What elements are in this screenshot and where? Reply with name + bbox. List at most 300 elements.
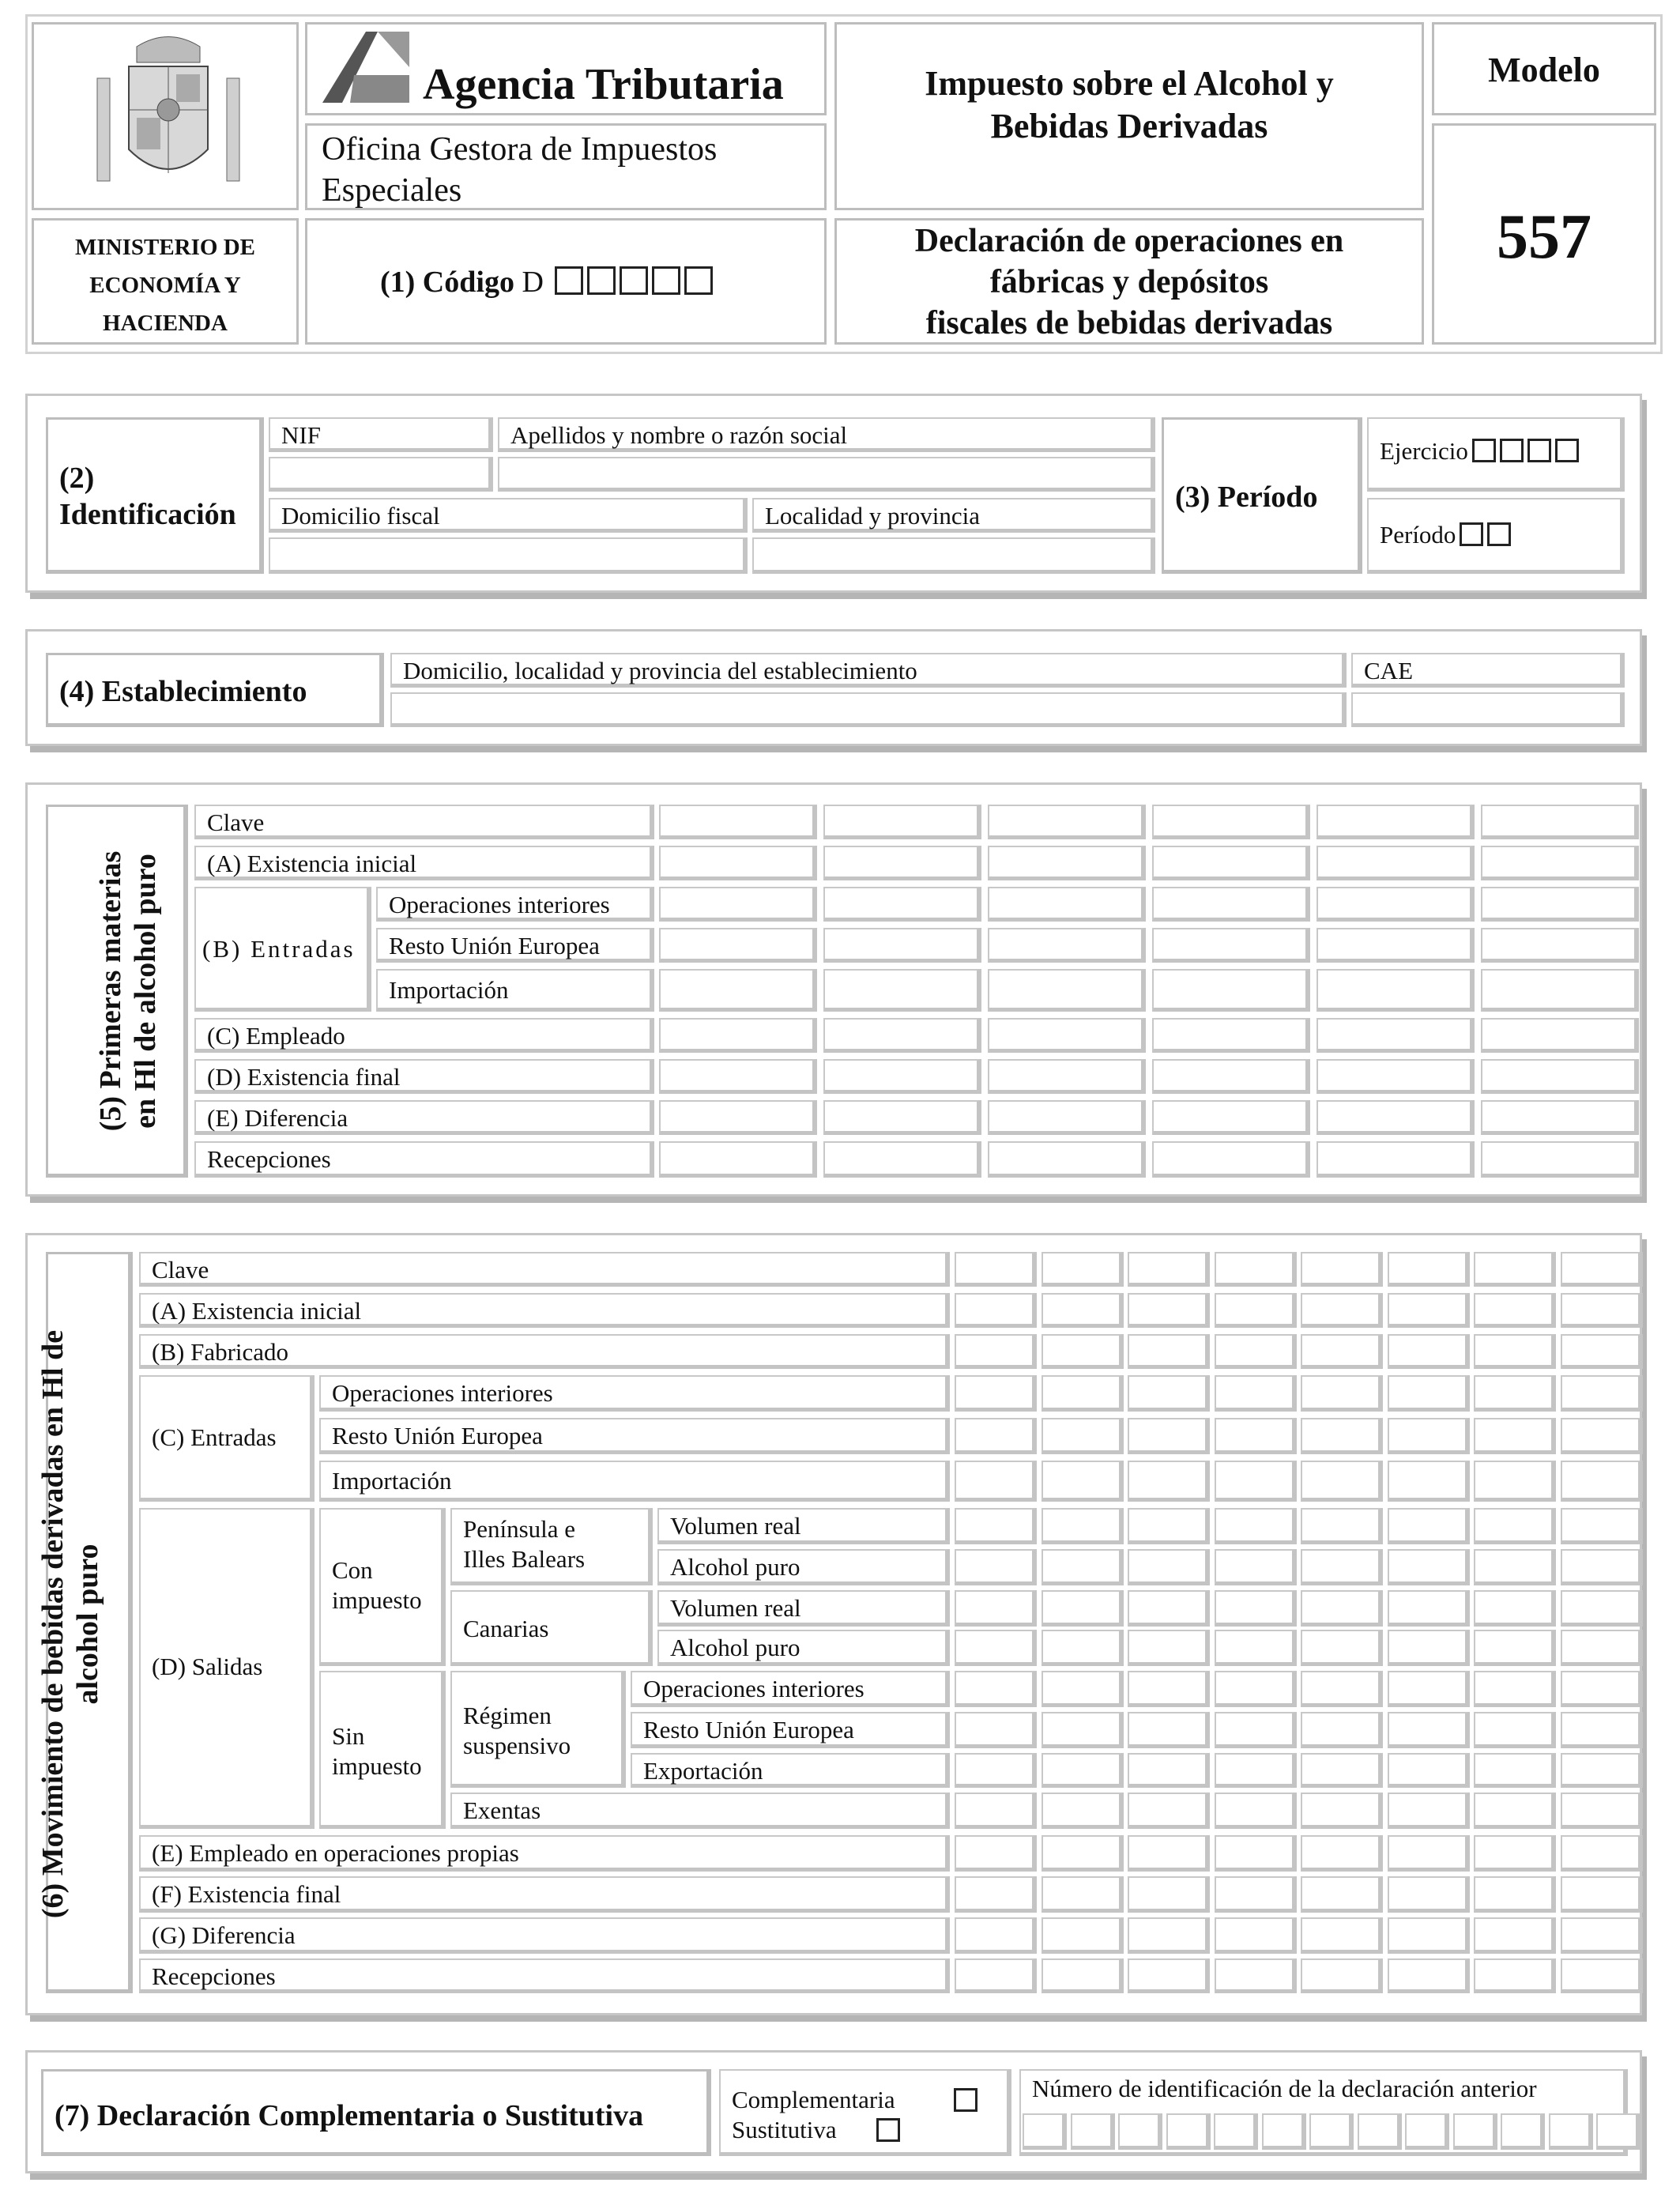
movimiento-value-cell[interactable]: [1128, 1252, 1210, 1287]
movimiento-value-cell[interactable]: [1042, 1712, 1124, 1748]
movimiento-value-cell[interactable]: [1042, 1671, 1124, 1707]
modelo-number: 557: [1497, 202, 1591, 272]
ministry-line-2: ECONOMÍA Y: [89, 273, 241, 298]
nif-label: NIF: [269, 417, 493, 452]
m-can-volumen-label: Volumen real: [657, 1590, 950, 1627]
movimiento-value-cell[interactable]: [1128, 1835, 1210, 1872]
movimiento-value-cell[interactable]: [1128, 1508, 1210, 1544]
movimiento-value-cell[interactable]: [955, 1549, 1037, 1585]
ministry-cell: [32, 218, 299, 345]
movimiento-value-cell[interactable]: [1215, 1835, 1297, 1872]
sustitutiva-checkbox[interactable]: [876, 2118, 900, 2142]
primeras-value-cell[interactable]: [823, 887, 981, 922]
m-fabricado-label: (B) Fabricado: [139, 1334, 950, 1369]
movimiento-value-cell[interactable]: [1042, 1630, 1124, 1666]
primeras-side-title: [93, 801, 162, 1181]
est-domicilio-input[interactable]: [390, 692, 1347, 727]
codigo-cell: [305, 218, 827, 345]
m-importacion-label: Importación: [319, 1461, 950, 1502]
primeras-value-cell[interactable]: [823, 1059, 981, 1094]
identificacion-title: Identificación: [59, 498, 236, 531]
movimiento-value-cell[interactable]: [1042, 1590, 1124, 1627]
movimiento-value-cell[interactable]: [1301, 1793, 1383, 1829]
primeras-value-cell[interactable]: [1317, 1100, 1475, 1135]
movimiento-value-cell[interactable]: [1301, 1671, 1383, 1707]
movimiento-value-cell[interactable]: [1561, 1375, 1643, 1412]
numero-anterior-digit-box[interactable]: [1596, 2113, 1640, 2150]
movimiento-value-cell[interactable]: [1301, 1630, 1383, 1666]
p-op-interiores-label: Operaciones interiores: [376, 887, 654, 922]
primeras-value-cell[interactable]: [659, 846, 817, 880]
m-entradas-cell: [139, 1375, 315, 1502]
primeras-value-cell[interactable]: [1152, 1100, 1310, 1135]
nombre-input[interactable]: [498, 457, 1155, 492]
movimiento-value-cell[interactable]: [1301, 1461, 1383, 1502]
movimiento-value-cell[interactable]: [1301, 1293, 1383, 1328]
movimiento-value-cell[interactable]: [1215, 1252, 1297, 1287]
movimiento-value-cell[interactable]: [1042, 1793, 1124, 1829]
movimiento-value-cell[interactable]: [1474, 1917, 1556, 1954]
movimiento-value-cell[interactable]: [1388, 1549, 1470, 1585]
movimiento-value-cell[interactable]: [955, 1630, 1037, 1666]
movimiento-value-cell[interactable]: [1042, 1293, 1124, 1328]
m-s-op-interiores-label: Operaciones interiores: [631, 1671, 950, 1707]
m-s-resto-ue-label: Resto Unión Europea: [631, 1712, 950, 1748]
movimiento-side-line-2: alcohol puro: [71, 1544, 104, 1705]
primeras-value-cell[interactable]: [1317, 928, 1475, 963]
movimiento-value-cell[interactable]: [1474, 1671, 1556, 1707]
movimiento-value-cell[interactable]: [1215, 1461, 1297, 1502]
movimiento-value-cell[interactable]: [1042, 1375, 1124, 1412]
p-diferencia-label: (E) Diferencia: [194, 1100, 654, 1135]
movimiento-value-cell[interactable]: [955, 1712, 1037, 1748]
primeras-value-cell[interactable]: [1317, 1059, 1475, 1094]
primeras-value-cell[interactable]: [988, 1141, 1146, 1178]
movimiento-value-cell[interactable]: [1388, 1793, 1470, 1829]
movimiento-value-cell[interactable]: [1474, 1252, 1556, 1287]
movimiento-value-cell[interactable]: [1301, 1753, 1383, 1788]
numero-anterior-digit-box[interactable]: [1453, 2113, 1497, 2150]
complementaria-title: (7) Declaración Complementaria o Sustitutiva: [55, 2099, 644, 2132]
m-con-impuesto-2: impuesto: [332, 1586, 422, 1614]
primeras-value-cell[interactable]: [1152, 1018, 1310, 1053]
primeras-value-cell[interactable]: [823, 1018, 981, 1053]
movimiento-side-title: [36, 1269, 107, 1980]
ejercicio-box[interactable]: [1472, 439, 1496, 462]
ejercicio-box[interactable]: [1527, 439, 1551, 462]
movimiento-value-cell[interactable]: [1561, 1712, 1643, 1748]
p-importacion-label: Importación: [376, 969, 654, 1012]
movimiento-value-cell[interactable]: [1561, 1958, 1643, 1993]
codigo-box[interactable]: [587, 266, 616, 295]
primeras-value-cell[interactable]: [1317, 846, 1475, 880]
primeras-value-cell[interactable]: [988, 1059, 1146, 1094]
primeras-value-cell[interactable]: [1481, 1100, 1639, 1135]
movimiento-value-cell[interactable]: [1388, 1712, 1470, 1748]
movimiento-value-cell[interactable]: [1215, 1549, 1297, 1585]
movimiento-value-cell[interactable]: [1215, 1334, 1297, 1369]
complementaria-checkbox[interactable]: [954, 2088, 977, 2112]
movimiento-value-cell[interactable]: [1561, 1671, 1643, 1707]
movimiento-value-cell[interactable]: [1388, 1958, 1470, 1993]
numero-anterior-digit-box[interactable]: [1501, 2113, 1545, 2150]
movimiento-value-cell[interactable]: [955, 1334, 1037, 1369]
movimiento-value-cell[interactable]: [1215, 1876, 1297, 1913]
movimiento-value-cell[interactable]: [1388, 1917, 1470, 1954]
numero-anterior-digit-box[interactable]: [1071, 2113, 1115, 2150]
primeras-value-cell[interactable]: [1152, 805, 1310, 839]
m-exentas-label: Exentas: [450, 1793, 950, 1829]
m-sin-impuesto-2: impuesto: [332, 1752, 422, 1780]
m-peninsula-1: Península e: [463, 1515, 576, 1543]
movimiento-value-cell[interactable]: [955, 1793, 1037, 1829]
primeras-value-cell[interactable]: [1481, 969, 1639, 1012]
declaration-title-line-3: fiscales de bebidas derivadas: [925, 305, 1333, 341]
movimiento-value-cell[interactable]: [1215, 1418, 1297, 1454]
movimiento-value-cell[interactable]: [1042, 1418, 1124, 1454]
primeras-value-cell[interactable]: [823, 1100, 981, 1135]
office-name: Oficina Gestora de Impuestos Especiales: [322, 131, 718, 209]
movimiento-value-cell[interactable]: [1215, 1712, 1297, 1748]
movimiento-value-cell[interactable]: [1301, 1334, 1383, 1369]
ejercicio-label: Ejercicio: [1380, 437, 1468, 465]
movimiento-value-cell[interactable]: [1128, 1671, 1210, 1707]
p-existencia-inicial-label: (A) Existencia inicial: [194, 846, 654, 880]
m-con-impuesto-1: Con: [332, 1556, 373, 1584]
movimiento-value-cell[interactable]: [1474, 1375, 1556, 1412]
declaration-title-line-2: fábricas y depósitos: [989, 264, 1269, 300]
numero-anterior-digit-box[interactable]: [1358, 2113, 1402, 2150]
movimiento-value-cell[interactable]: [1561, 1252, 1643, 1287]
movimiento-value-cell[interactable]: [1042, 1876, 1124, 1913]
primeras-value-cell[interactable]: [823, 846, 981, 880]
movimiento-value-cell[interactable]: [1388, 1375, 1470, 1412]
movimiento-value-cell[interactable]: [1561, 1461, 1643, 1502]
movimiento-value-cell[interactable]: [1215, 1630, 1297, 1666]
movimiento-value-cell[interactable]: [1215, 1508, 1297, 1544]
movimiento-value-cell[interactable]: [1474, 1835, 1556, 1872]
ejercicio-box[interactable]: [1555, 439, 1579, 462]
localidad-label: Localidad y provincia: [752, 498, 1155, 533]
est-domicilio-label: Domicilio, localidad y provincia del establecimiento: [390, 653, 1347, 688]
ejercicio-box[interactable]: [1500, 439, 1524, 462]
periodo-box[interactable]: [1487, 522, 1511, 546]
movimiento-value-cell[interactable]: [1128, 1590, 1210, 1627]
movimiento-value-cell[interactable]: [1042, 1334, 1124, 1369]
m-diferencia-label: (G) Diferencia: [139, 1917, 950, 1954]
primeras-value-cell[interactable]: [1152, 969, 1310, 1012]
m-con-impuesto-cell: [319, 1508, 446, 1666]
movimiento-value-cell[interactable]: [1301, 1549, 1383, 1585]
movimiento-value-cell[interactable]: [1561, 1835, 1643, 1872]
movimiento-value-cell[interactable]: [1388, 1418, 1470, 1454]
codigo-box[interactable]: [652, 266, 680, 295]
movimiento-value-cell[interactable]: [1474, 1549, 1556, 1585]
movimiento-value-cell[interactable]: [1388, 1293, 1470, 1328]
m-regimen-1: Régimen: [463, 1702, 552, 1729]
movimiento-value-cell[interactable]: [1561, 1418, 1643, 1454]
m-pen-volumen-label: Volumen real: [657, 1508, 950, 1544]
movimiento-value-cell[interactable]: [1128, 1630, 1210, 1666]
movimiento-value-cell[interactable]: [955, 1835, 1037, 1872]
movimiento-value-cell[interactable]: [955, 1671, 1037, 1707]
primeras-value-cell[interactable]: [1317, 887, 1475, 922]
ministry-line-3: HACIENDA: [103, 311, 228, 336]
movimiento-value-cell[interactable]: [1215, 1671, 1297, 1707]
movimiento-value-cell[interactable]: [1388, 1876, 1470, 1913]
primeras-value-cell[interactable]: [1317, 1018, 1475, 1053]
movimiento-value-cell[interactable]: [1128, 1876, 1210, 1913]
movimiento-value-cell[interactable]: [1128, 1753, 1210, 1788]
movimiento-value-cell[interactable]: [1474, 1712, 1556, 1748]
movimiento-value-cell[interactable]: [1042, 1549, 1124, 1585]
p-resto-ue-label: Resto Unión Europea: [376, 928, 654, 963]
primeras-value-cell[interactable]: [1481, 1141, 1639, 1178]
movimiento-value-cell[interactable]: [1561, 1753, 1643, 1788]
primeras-value-cell[interactable]: [1152, 928, 1310, 963]
primeras-value-cell[interactable]: [823, 928, 981, 963]
movimiento-value-cell[interactable]: [1128, 1793, 1210, 1829]
movimiento-value-cell[interactable]: [955, 1508, 1037, 1544]
movimiento-value-cell[interactable]: [1301, 1917, 1383, 1954]
movimiento-value-cell[interactable]: [1301, 1375, 1383, 1412]
movimiento-value-cell[interactable]: [955, 1753, 1037, 1788]
complementaria-title-cell: [41, 2069, 711, 2156]
movimiento-value-cell[interactable]: [1474, 1418, 1556, 1454]
sustitutiva-label: Sustitutiva: [732, 2116, 837, 2143]
movimiento-value-cell[interactable]: [1301, 1508, 1383, 1544]
cae-label: CAE: [1351, 653, 1625, 688]
primeras-value-cell[interactable]: [988, 1100, 1146, 1135]
m-sin-impuesto-1: Sin: [332, 1722, 365, 1750]
movimiento-value-cell[interactable]: [1561, 1917, 1643, 1954]
numero-anterior-digit-box[interactable]: [1118, 2113, 1162, 2150]
movimiento-value-cell[interactable]: [955, 1958, 1037, 1993]
declaration-title-line-1: Declaración de operaciones en: [914, 223, 1344, 259]
modelo-number-cell: [1432, 123, 1656, 345]
movimiento-value-cell[interactable]: [1301, 1835, 1383, 1872]
movimiento-value-cell[interactable]: [1128, 1375, 1210, 1412]
m-regimen-2: suspensivo: [463, 1732, 571, 1759]
p-clave-label: Clave: [194, 805, 654, 839]
m-existencia-final-label: (F) Existencia final: [139, 1876, 950, 1913]
movimiento-value-cell[interactable]: [1388, 1334, 1470, 1369]
movimiento-value-cell[interactable]: [1561, 1590, 1643, 1627]
primeras-value-cell[interactable]: [659, 1059, 817, 1094]
movimiento-value-cell[interactable]: [1561, 1876, 1643, 1913]
movimiento-value-cell[interactable]: [1474, 1958, 1556, 1993]
ministry-line-1: MINISTERIO DE: [74, 235, 256, 260]
m-exportacion-label: Exportación: [631, 1753, 950, 1788]
movimiento-value-cell[interactable]: [1474, 1334, 1556, 1369]
movimiento-value-cell[interactable]: [1128, 1293, 1210, 1328]
movimiento-value-cell[interactable]: [1388, 1461, 1470, 1502]
numero-anterior-digit-box[interactable]: [1309, 2113, 1354, 2150]
primeras-value-cell[interactable]: [1481, 1059, 1639, 1094]
movimiento-value-cell[interactable]: [1215, 1793, 1297, 1829]
p-entradas-cell: [194, 887, 371, 1012]
primeras-value-cell[interactable]: [659, 969, 817, 1012]
movimiento-value-cell[interactable]: [1388, 1630, 1470, 1666]
nif-input[interactable]: [269, 457, 493, 492]
movimiento-value-cell[interactable]: [1042, 1753, 1124, 1788]
movimiento-value-cell[interactable]: [1215, 1753, 1297, 1788]
primeras-value-cell[interactable]: [659, 887, 817, 922]
movimiento-value-cell[interactable]: [1215, 1590, 1297, 1627]
primeras-value-cell[interactable]: [823, 969, 981, 1012]
movimiento-value-cell[interactable]: [955, 1418, 1037, 1454]
primeras-value-cell[interactable]: [1481, 928, 1639, 963]
primeras-value-cell[interactable]: [659, 1141, 817, 1178]
movimiento-value-cell[interactable]: [1301, 1712, 1383, 1748]
movimiento-value-cell[interactable]: [1215, 1375, 1297, 1412]
movimiento-value-cell[interactable]: [1474, 1753, 1556, 1788]
numero-anterior-digit-box[interactable]: [1166, 2113, 1211, 2150]
movimiento-value-cell[interactable]: [1388, 1753, 1470, 1788]
movimiento-value-cell[interactable]: [1301, 1876, 1383, 1913]
movimiento-value-cell[interactable]: [1474, 1590, 1556, 1627]
primeras-value-cell[interactable]: [988, 1018, 1146, 1053]
movimiento-value-cell[interactable]: [955, 1590, 1037, 1627]
codigo-box[interactable]: [684, 266, 713, 295]
m-recepciones-label: Recepciones: [139, 1958, 950, 1993]
tax-title-line-2: Bebidas Derivadas: [990, 107, 1268, 145]
movimiento-value-cell[interactable]: [1474, 1461, 1556, 1502]
movimiento-value-cell[interactable]: [1474, 1630, 1556, 1666]
movimiento-value-cell[interactable]: [955, 1461, 1037, 1502]
movimiento-value-cell[interactable]: [1474, 1293, 1556, 1328]
movimiento-value-cell[interactable]: [1474, 1508, 1556, 1544]
periodo-box[interactable]: [1460, 522, 1483, 546]
primeras-value-cell[interactable]: [659, 805, 817, 839]
movimiento-value-cell[interactable]: [955, 1917, 1037, 1954]
localidad-input[interactable]: [752, 537, 1155, 574]
movimiento-value-cell[interactable]: [1561, 1293, 1643, 1328]
primeras-value-cell[interactable]: [1481, 846, 1639, 880]
primeras-value-cell[interactable]: [1152, 1141, 1310, 1178]
modelo-label: Modelo: [1488, 51, 1600, 89]
primeras-value-cell[interactable]: [1481, 887, 1639, 922]
primeras-value-cell[interactable]: [1317, 1141, 1475, 1178]
movimiento-value-cell[interactable]: [1561, 1630, 1643, 1666]
movimiento-value-cell[interactable]: [955, 1876, 1037, 1913]
primeras-value-cell[interactable]: [988, 928, 1146, 963]
movimiento-value-cell[interactable]: [1128, 1334, 1210, 1369]
movimiento-value-cell[interactable]: [1301, 1958, 1383, 1993]
movimiento-value-cell[interactable]: [1042, 1461, 1124, 1502]
tax-title-cell: [834, 22, 1424, 210]
periodo-title-cell: [1162, 417, 1362, 574]
primeras-value-cell[interactable]: [1481, 1018, 1639, 1053]
movimiento-value-cell[interactable]: [1301, 1590, 1383, 1627]
movimiento-value-cell[interactable]: [1561, 1549, 1643, 1585]
movimiento-value-cell[interactable]: [1128, 1549, 1210, 1585]
movimiento-value-cell[interactable]: [1561, 1334, 1643, 1369]
m-pen-alcohol-label: Alcohol puro: [657, 1549, 950, 1585]
movimiento-value-cell[interactable]: [1042, 1835, 1124, 1872]
primeras-value-cell[interactable]: [659, 928, 817, 963]
m-canarias-cell: [450, 1590, 653, 1666]
movimiento-value-cell[interactable]: [1215, 1293, 1297, 1328]
m-canarias-label: Canarias: [463, 1615, 549, 1642]
m-resto-ue-label: Resto Unión Europea: [319, 1418, 950, 1454]
numero-anterior-digit-box[interactable]: [1405, 2113, 1449, 2150]
primeras-side-line-1: (5) Primeras materias: [94, 850, 127, 1132]
movimiento-value-cell[interactable]: [1388, 1252, 1470, 1287]
domicilio-fiscal-input[interactable]: [269, 537, 748, 574]
agency-logo-icon: [318, 28, 413, 107]
movimiento-value-cell[interactable]: [1215, 1917, 1297, 1954]
periodo-title: (3) Período: [1175, 481, 1318, 514]
movimiento-value-cell[interactable]: [1388, 1671, 1470, 1707]
primeras-value-cell[interactable]: [659, 1018, 817, 1053]
movimiento-value-cell[interactable]: [1474, 1793, 1556, 1829]
codigo-box[interactable]: [555, 266, 583, 295]
primeras-value-cell[interactable]: [1317, 969, 1475, 1012]
m-salidas-label: (D) Salidas: [152, 1653, 263, 1680]
primeras-value-cell[interactable]: [1317, 805, 1475, 839]
movimiento-value-cell[interactable]: [1561, 1508, 1643, 1544]
movimiento-value-cell[interactable]: [955, 1252, 1037, 1287]
primeras-value-cell[interactable]: [988, 846, 1146, 880]
movimiento-value-cell[interactable]: [1128, 1418, 1210, 1454]
primeras-value-cell[interactable]: [1152, 1059, 1310, 1094]
primeras-value-cell[interactable]: [1152, 846, 1310, 880]
numero-anterior-digit-box[interactable]: [1214, 2113, 1258, 2150]
numero-anterior-digit-box[interactable]: [1262, 2113, 1306, 2150]
codigo-box[interactable]: [620, 266, 648, 295]
movimiento-value-cell[interactable]: [955, 1375, 1037, 1412]
movimiento-value-cell[interactable]: [1128, 1461, 1210, 1502]
primeras-value-cell[interactable]: [988, 969, 1146, 1012]
primeras-value-cell[interactable]: [988, 887, 1146, 922]
p-recepciones-label: Recepciones: [194, 1141, 654, 1178]
ejercicio-cell: [1367, 417, 1625, 492]
primeras-value-cell[interactable]: [988, 805, 1146, 839]
movimiento-value-cell[interactable]: [1128, 1958, 1210, 1993]
movimiento-value-cell[interactable]: [1301, 1418, 1383, 1454]
movimiento-value-cell[interactable]: [1388, 1590, 1470, 1627]
movimiento-value-cell[interactable]: [1388, 1835, 1470, 1872]
primeras-value-cell[interactable]: [659, 1100, 817, 1135]
nombre-label: Apellidos y nombre o razón social: [498, 417, 1155, 452]
primeras-value-cell[interactable]: [823, 805, 981, 839]
modelo-label-cell: [1432, 22, 1656, 115]
movimiento-value-cell[interactable]: [1128, 1917, 1210, 1954]
coat-of-arms-cell: [32, 22, 299, 210]
numero-anterior-label: Número de identificación de la declaración anterior: [1032, 2075, 1537, 2102]
primeras-value-cell[interactable]: [1481, 805, 1639, 839]
periodo-label: Período: [1380, 521, 1456, 548]
movimiento-value-cell[interactable]: [1128, 1712, 1210, 1748]
movimiento-value-cell[interactable]: [1561, 1793, 1643, 1829]
primeras-value-cell[interactable]: [823, 1141, 981, 1178]
movimiento-value-cell[interactable]: [1215, 1958, 1297, 1993]
movimiento-value-cell[interactable]: [1474, 1876, 1556, 1913]
primeras-value-cell[interactable]: [1152, 887, 1310, 922]
movimiento-value-cell[interactable]: [1388, 1508, 1470, 1544]
movimiento-value-cell[interactable]: [1042, 1508, 1124, 1544]
coat-of-arms-icon: [89, 31, 247, 197]
movimiento-value-cell[interactable]: [1042, 1917, 1124, 1954]
movimiento-value-cell[interactable]: [1301, 1252, 1383, 1287]
numero-anterior-digit-box[interactable]: [1549, 2113, 1593, 2150]
numero-anterior-digit-box[interactable]: [1023, 2113, 1067, 2150]
movimiento-value-cell[interactable]: [1042, 1252, 1124, 1287]
movimiento-value-cell[interactable]: [1042, 1958, 1124, 1993]
cae-input[interactable]: [1351, 692, 1625, 727]
movimiento-value-cell[interactable]: [955, 1293, 1037, 1328]
